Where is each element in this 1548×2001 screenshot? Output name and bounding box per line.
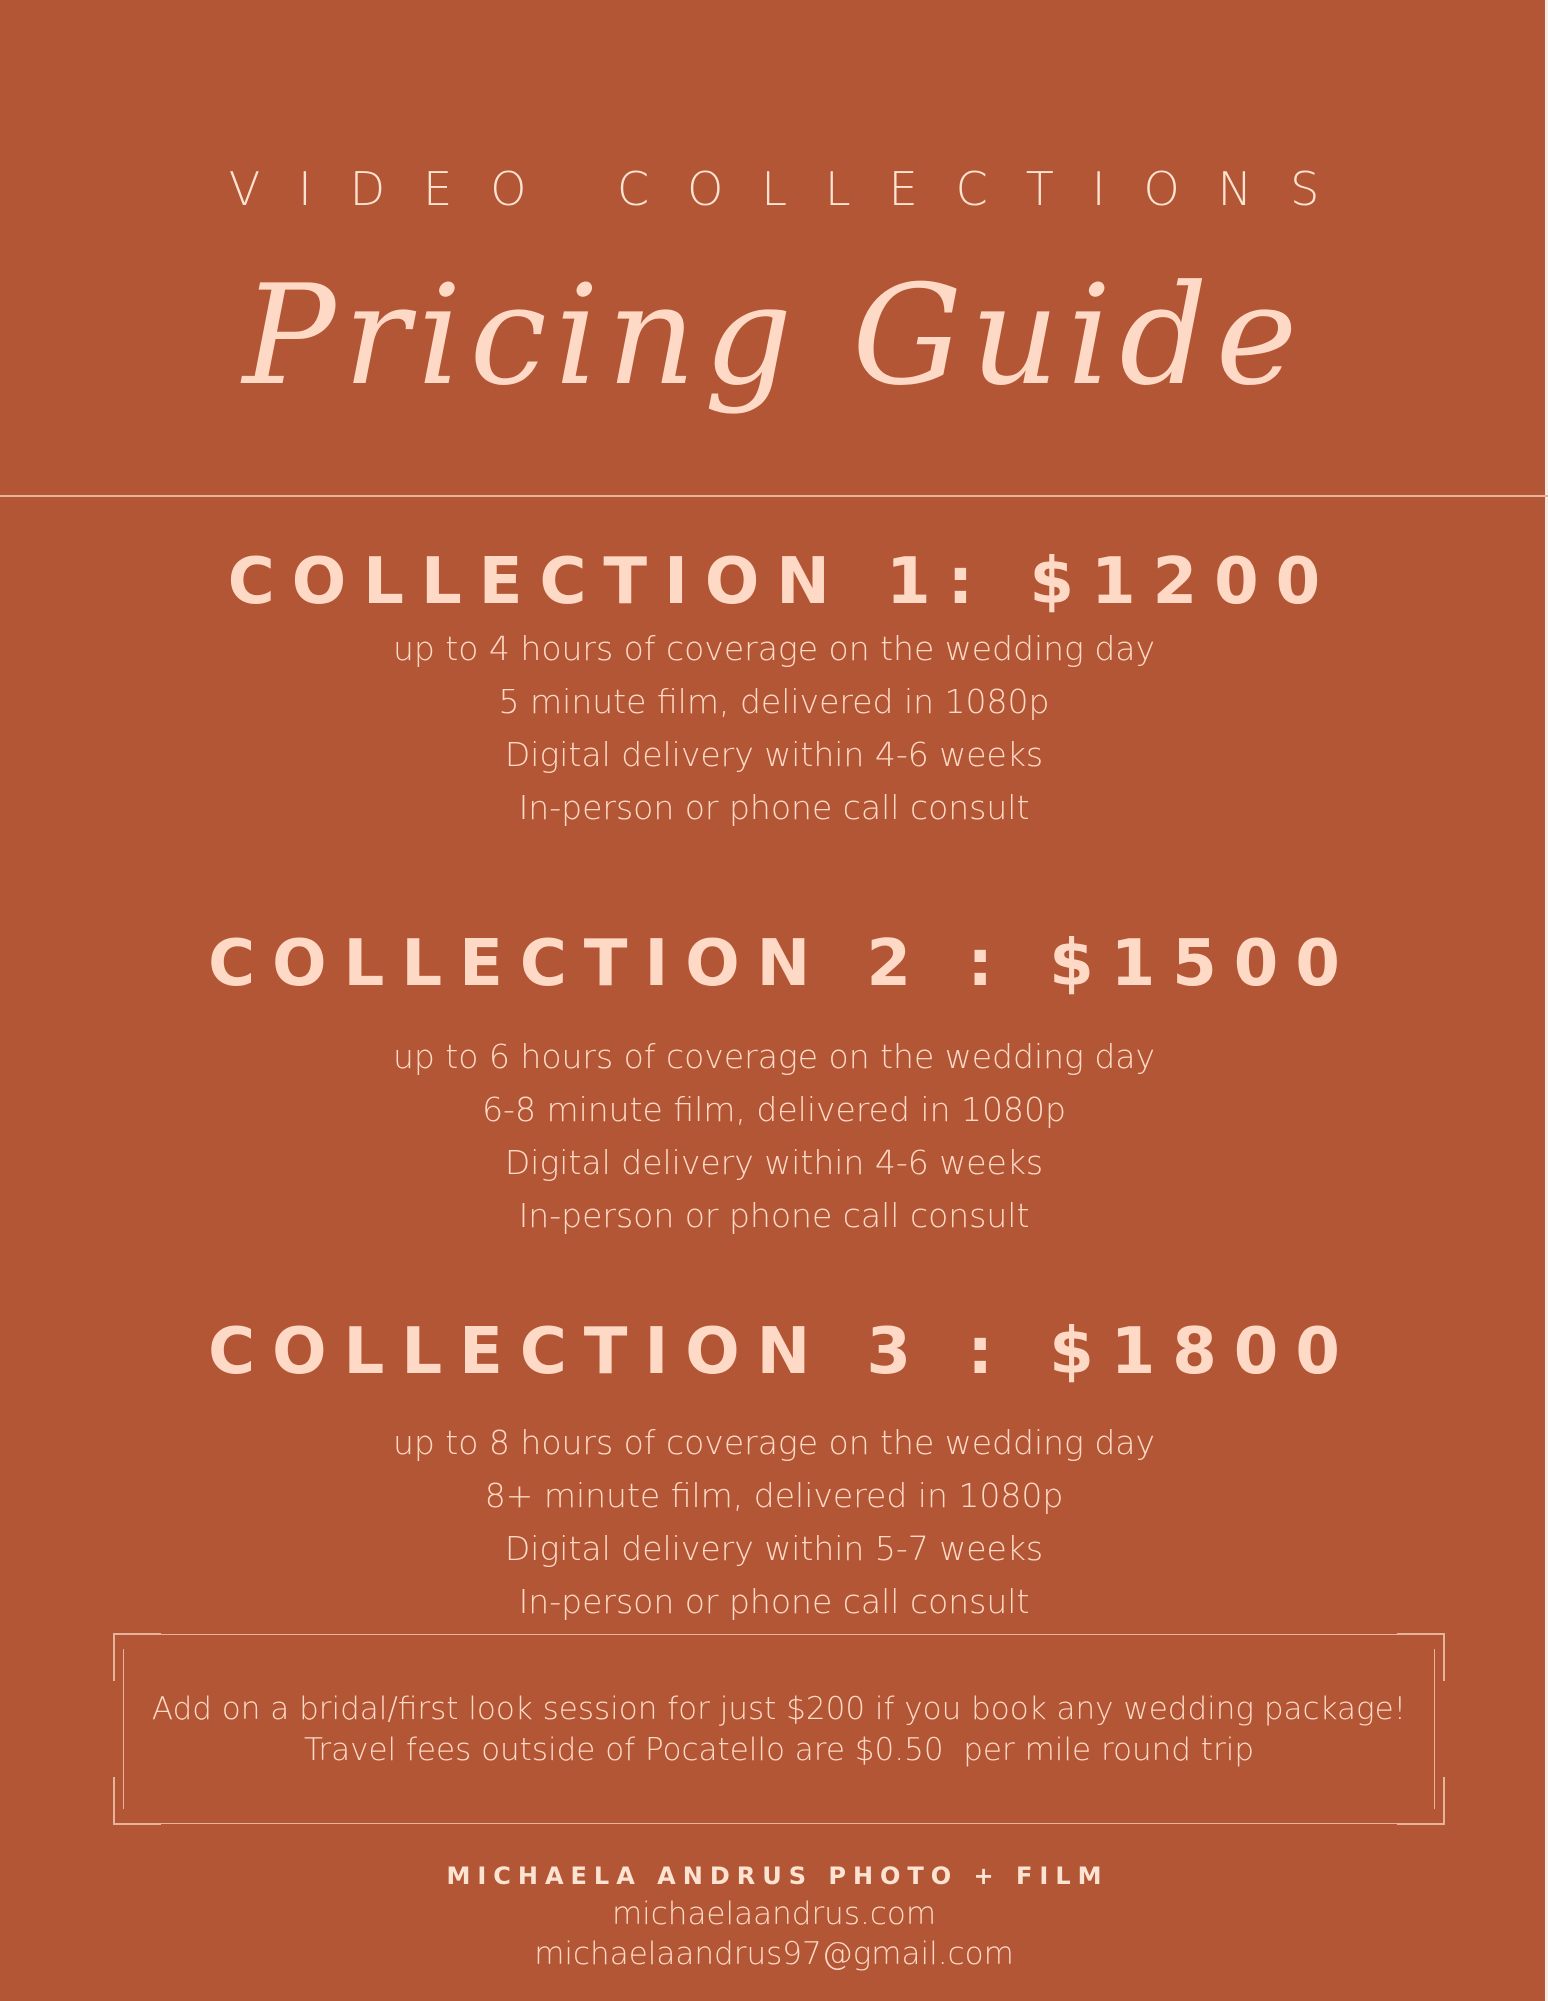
footer bbox=[0, 1858, 1548, 1974]
collection-2-features bbox=[0, 1030, 1548, 1242]
feature-item: up to 4 hours of coverage on the wedding day bbox=[392, 629, 1156, 668]
feature-item: In-person or phone call consult bbox=[518, 788, 1030, 827]
frame-bottom-rule bbox=[123, 1823, 1435, 1824]
feature-item: In-person or phone call consult bbox=[518, 1582, 1030, 1621]
collection-2 bbox=[0, 927, 1548, 1242]
frame-top-rule bbox=[123, 1634, 1435, 1635]
feature-item: 6-8 minute film, delivered in 1080p bbox=[482, 1090, 1066, 1129]
frame-corner-top-right-v bbox=[1443, 1633, 1445, 1681]
addon-line-1: Add on a bridal/first look session for just $200 if you book any wedding package! bbox=[151, 1691, 1407, 1727]
frame-corner-bottom-right-v bbox=[1443, 1777, 1445, 1825]
feature-item: up to 6 hours of coverage on the wedding day bbox=[392, 1037, 1156, 1076]
website-link[interactable]: michaelaandrus.com bbox=[611, 1896, 937, 1932]
collection-1-heading: COLLECTION 1: $1200 bbox=[227, 545, 1338, 619]
collection-3 bbox=[0, 1315, 1548, 1628]
frame-corner-bottom-left-v bbox=[113, 1777, 115, 1825]
collection-3-heading: COLLECTION 3 : $1800 bbox=[208, 1315, 1357, 1389]
frame-corner-top-left-v bbox=[113, 1633, 115, 1681]
addon-text bbox=[113, 1689, 1445, 1771]
collection-3-features bbox=[0, 1416, 1548, 1628]
section-eyebrow: VIDEO COLLECTIONS bbox=[228, 162, 1358, 216]
feature-item: 8+ minute film, delivered in 1080p bbox=[484, 1476, 1064, 1515]
feature-item: Digital delivery within 4-6 weeks bbox=[504, 735, 1044, 774]
collection-1 bbox=[0, 545, 1548, 834]
feature-item: up to 8 hours of coverage on the wedding day bbox=[392, 1423, 1156, 1462]
addon-line-2: Travel fees outside of Pocatello are $0.50 per mile round trip bbox=[304, 1732, 1254, 1768]
collection-1-features bbox=[0, 622, 1548, 834]
brand-name: MICHAELA ANDRUS PHOTO + FILM bbox=[446, 1862, 1109, 1890]
header-divider bbox=[0, 495, 1548, 497]
feature-item: 5 minute film, delivered in 1080p bbox=[498, 682, 1050, 721]
page-title: Pricing Guide bbox=[242, 255, 1306, 416]
feature-item: Digital delivery within 4-6 weeks bbox=[504, 1143, 1044, 1182]
collection-2-heading: COLLECTION 2 : $1500 bbox=[208, 927, 1357, 1001]
email-link[interactable]: michaelaandrus97@gmail.com bbox=[534, 1936, 1014, 1972]
feature-item: Digital delivery within 5-7 weeks bbox=[504, 1529, 1044, 1568]
feature-item: In-person or phone call consult bbox=[518, 1196, 1030, 1235]
addon-callout bbox=[113, 1633, 1445, 1825]
